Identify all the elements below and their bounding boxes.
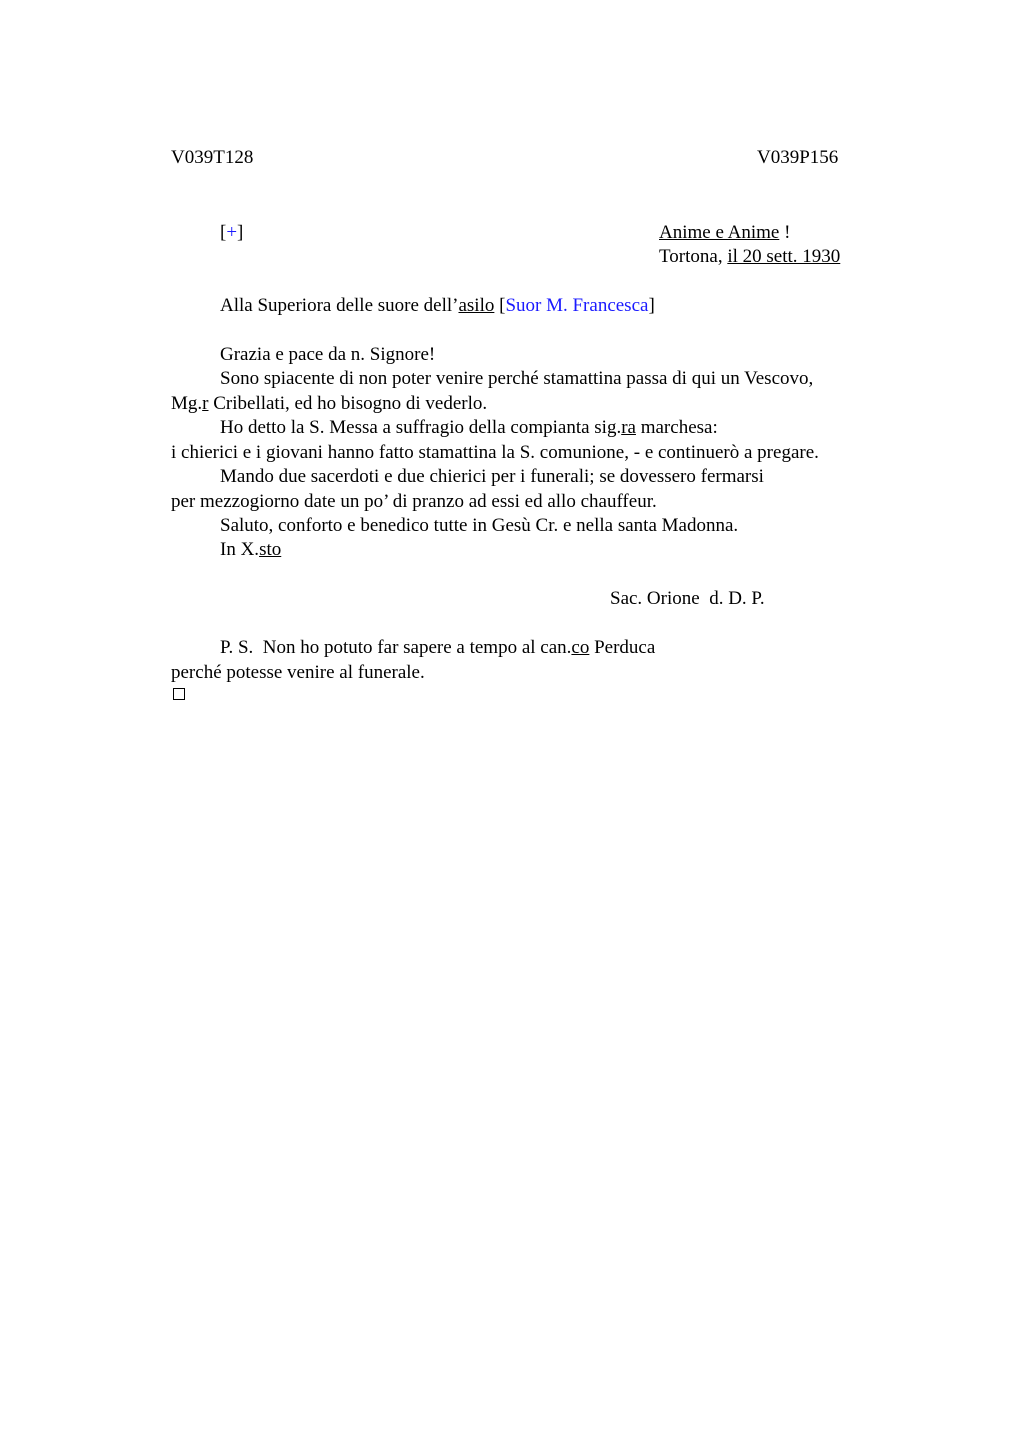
postscript-line-2: perché potesse venire al funerale. — [171, 662, 425, 683]
paragraph-4-line-1: Saluto, conforto e benedico tutte in Gesù Cr. e nella santa Madonna. — [220, 515, 739, 536]
cross-symbol: + — [226, 222, 238, 243]
cross-mark: [+] — [220, 222, 244, 243]
addressee: Alla Superiora delle suore dell’asilo [Suor M. Francesca] — [220, 295, 655, 316]
paragraph-3-line-1: Mando due sacerdoti e due chierici per i funerali; se dovessero fermarsi — [220, 466, 764, 487]
dateline-date: il 20 sett. 1930 — [727, 246, 841, 267]
dateline-place: Tortona, — [659, 246, 728, 267]
signature: Sac. Orione d. D. P. — [610, 588, 765, 609]
postscript-line-1: P. S. Non ho potuto far sapere a tempo al can.co Perduca — [220, 637, 656, 658]
dateline — [659, 245, 840, 269]
paragraph-1-line-1: Sono spiacente di non poter venire perché stamattina passa di qui un Vescovo, — [220, 368, 814, 389]
document-code-left: V039T128 — [171, 147, 254, 168]
paragraph-3-line-2: per mezzogiorno date un po’ di pranzo ad essi ed allo chauffeur. — [171, 491, 657, 512]
editor-note: Suor M. Francesca — [505, 295, 649, 316]
paragraph-1-line-2: Mg.r Cribellati, ed ho bisogno di vederlo. — [171, 393, 488, 414]
paragraph-2-line-2: i chierici e i giovani hanno fatto stamattina la S. comunione, - e continuerò a pregare. — [171, 442, 819, 463]
motto-text: Anime e Anime — [659, 222, 780, 243]
closing: In X.sto — [220, 539, 282, 560]
end-square-icon — [173, 688, 185, 700]
document-code-right: V039P156 — [757, 147, 839, 168]
greeting: Grazia e pace da n. Signore! — [220, 344, 436, 365]
paragraph-2-line-1: Ho detto la S. Messa a suffragio della compianta sig.ra marchesa: — [220, 417, 718, 438]
motto: Anime e Anime ! — [659, 222, 791, 243]
